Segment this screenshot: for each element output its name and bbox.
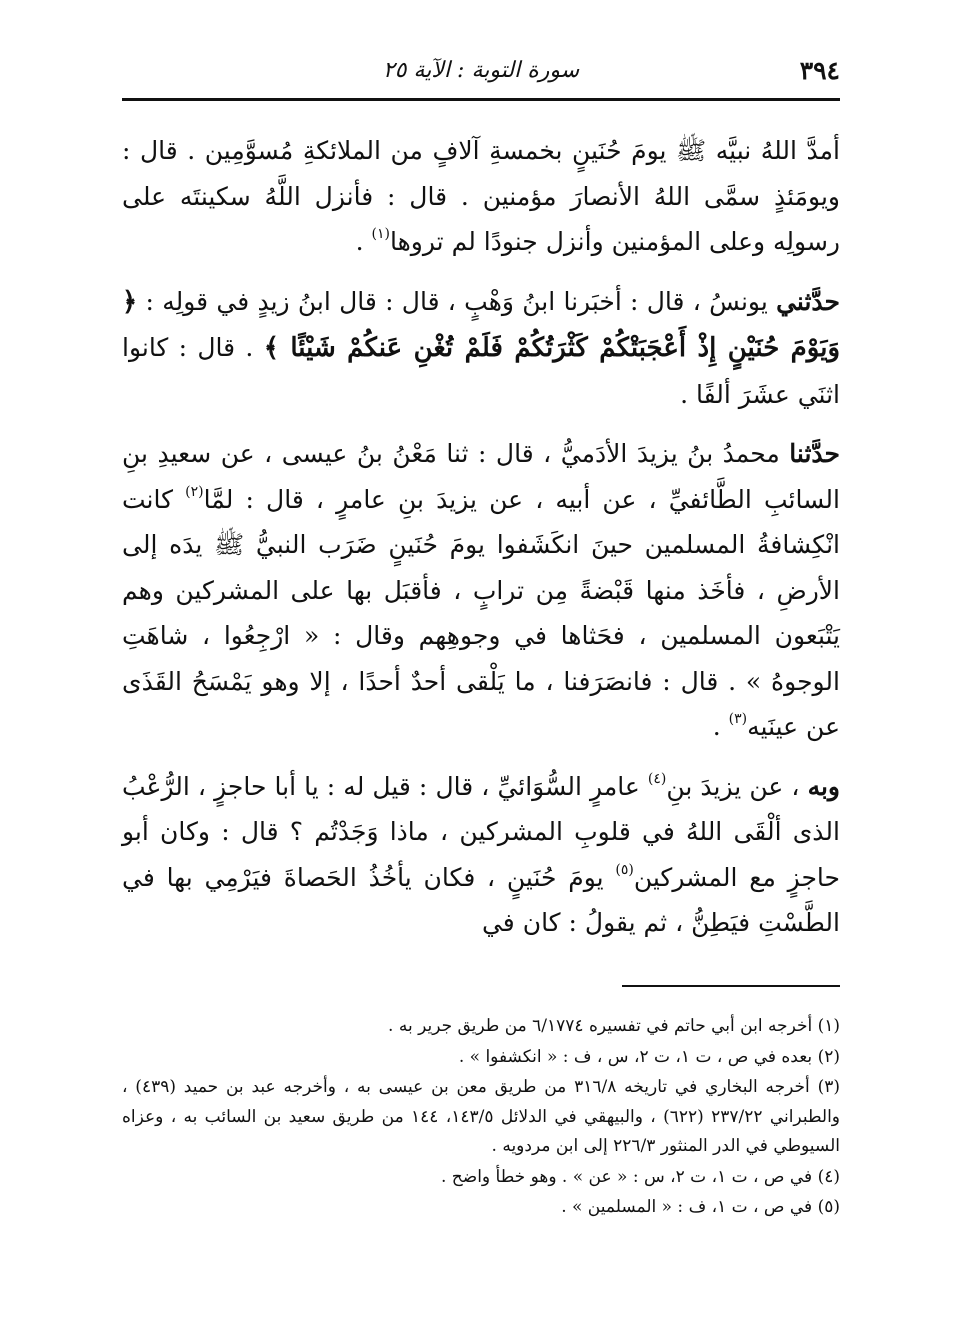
paragraph-text: محمدُ بنُ يزيدَ الأدَميُّ ، قال : ثنا مَعْنُ بنُ عيسى ، عن سعيدِ بنِ السائبِ الطَّائفيِّ ، عن أبيه ، عن يزيدَ بنِ عامرٍ ، قال : لمَّا (122, 439, 840, 514)
footnote-item: (٥) في ص ، ت ١، ف : « المسلمين » . (561, 1197, 840, 1217)
paragraph-tail: عامرٍ السُّوَائيِّ ، قال : قيل له : يا أبا حاجزٍ ، الرُّعْبُ الذى ألْقَى اللهُ في قلوبِ المشركين ، ماذا وَجَدْتُم ؟ قال : وكان أبو حاجزٍ مع المشركين (122, 771, 841, 892)
main-text (122, 128, 840, 960)
footnote-ref: (٢) (185, 483, 204, 500)
paragraph-lead: حدَّثنا (789, 439, 840, 468)
quran-verse: ﴿ وَيَوْمَ حُنَيْنٍ إِذْ أَعْجَبَتْكُمْ كَثْرَتُكُمْ فَلَمْ تُغْنِ عَنكُمْ شَيْئًا ﴾ (122, 286, 840, 363)
running-header (122, 50, 840, 90)
paragraph-2 (122, 279, 840, 418)
paragraph-lead: حدَّثني (776, 286, 840, 316)
paragraph-text: ، عن يزيدَ بنِ (666, 771, 808, 801)
page-number: ٣٩٤ (799, 55, 840, 85)
paragraph-tail: . قال : كانوا اثنَي عشَرَ ألفًا . (122, 333, 840, 409)
footnote-ref: (١) (371, 226, 390, 242)
paragraph-4 (122, 764, 840, 946)
paragraph-text: يونسُ ، قال : أخبَرنا ابنُ وَهْبٍ ، قال : قال ابنُ زيدٍ في قولِه : (137, 286, 777, 316)
footnote-ref: (٤) (647, 770, 667, 787)
paragraph-tail: . (712, 712, 729, 741)
paragraph-tail: يومَ حُنَينٍ ، فكان يأخُذُ الحَصاةَ فيَرْمِي بها في الطَّسْتِ فيَطِنُّ ، ثم يقولُ : كان في (122, 862, 840, 937)
footnote-item: (١) أخرجه ابن أبي حاتم في تفسيره ٦/١٧٧٤ من طريق جرير به . (388, 1016, 840, 1036)
footnote-rule (622, 985, 840, 987)
paragraph-tail: كانت انْكِشافةُ المسلمين حينَ انكَشَفوا يومَ حُنَينٍ ضَرَب النبيُّ ﷺ يدَه إلى الأرضِ ، فأخَذ منها قَبْضةً مِن ترابٍ ، فأقبَل بها على المشركين وهم يَتْبَعون المسلمين ، فحَثاها في وجوهِهم وقال : « ارْجِعُوا ، شاهَتِ الوجوهُ » . قال : فانصَرَفنا ، ما يَلْقى أحدٌ أحدًا ، إلا وهو يَمْسَحُ القَذَى عن عينَيه (122, 484, 840, 741)
footnote-item: (٢) بعده في ص ، ت ١، ت ٢، س ، ف : « انكشفوا » . (458, 1046, 840, 1067)
footnotes (122, 1012, 840, 1224)
surah-title: سورة التوبة : الآية ٢٥ (382, 57, 580, 83)
header-rule (122, 98, 840, 101)
paragraph-tail: . (355, 227, 372, 256)
footnote-ref: (٥) (615, 861, 634, 878)
footnote-ref: (٣) (728, 711, 748, 727)
paragraph-text: أمدَّ اللهُ نبيَّه ﷺ يومَ حُنَينٍ بخمسةِ آلافٍ من الملائكةِ مُسوَّمِين . قال : ويومَئذٍ سمَّى اللهُ الأنصارَ مؤمنين . قال : فأنزل اللَّهُ سكينتَه على رسولِه وعلى المؤمنين وأنزل جنودًا لم تروها (122, 136, 840, 256)
paragraph-lead: وبه (807, 771, 840, 801)
paragraph-1 (122, 128, 840, 265)
footnote-item: (٤) في ص ، ت ١، ت ٢، س : « عن » . وهو خطأ واضح . (440, 1166, 840, 1187)
paragraph-3 (122, 431, 840, 750)
footnote-item: (٣) أخرجه البخاري في تاريخه ٣١٦/٨ من طريق معن بن عيسى به ، وأخرجه عبد بن حميد (٤٣٩) ، والطبراني ٢٣٧/٢٢ (٦٢٢) ، والبيهقي في الدلائل ١٤٣/٥، ١٤٤ من طريق سعيد بن السائب به ، وعزاه السيوطي في الدر المنثور ٢٢٦/٣ إلى ابن مردويه . (122, 1077, 841, 1156)
